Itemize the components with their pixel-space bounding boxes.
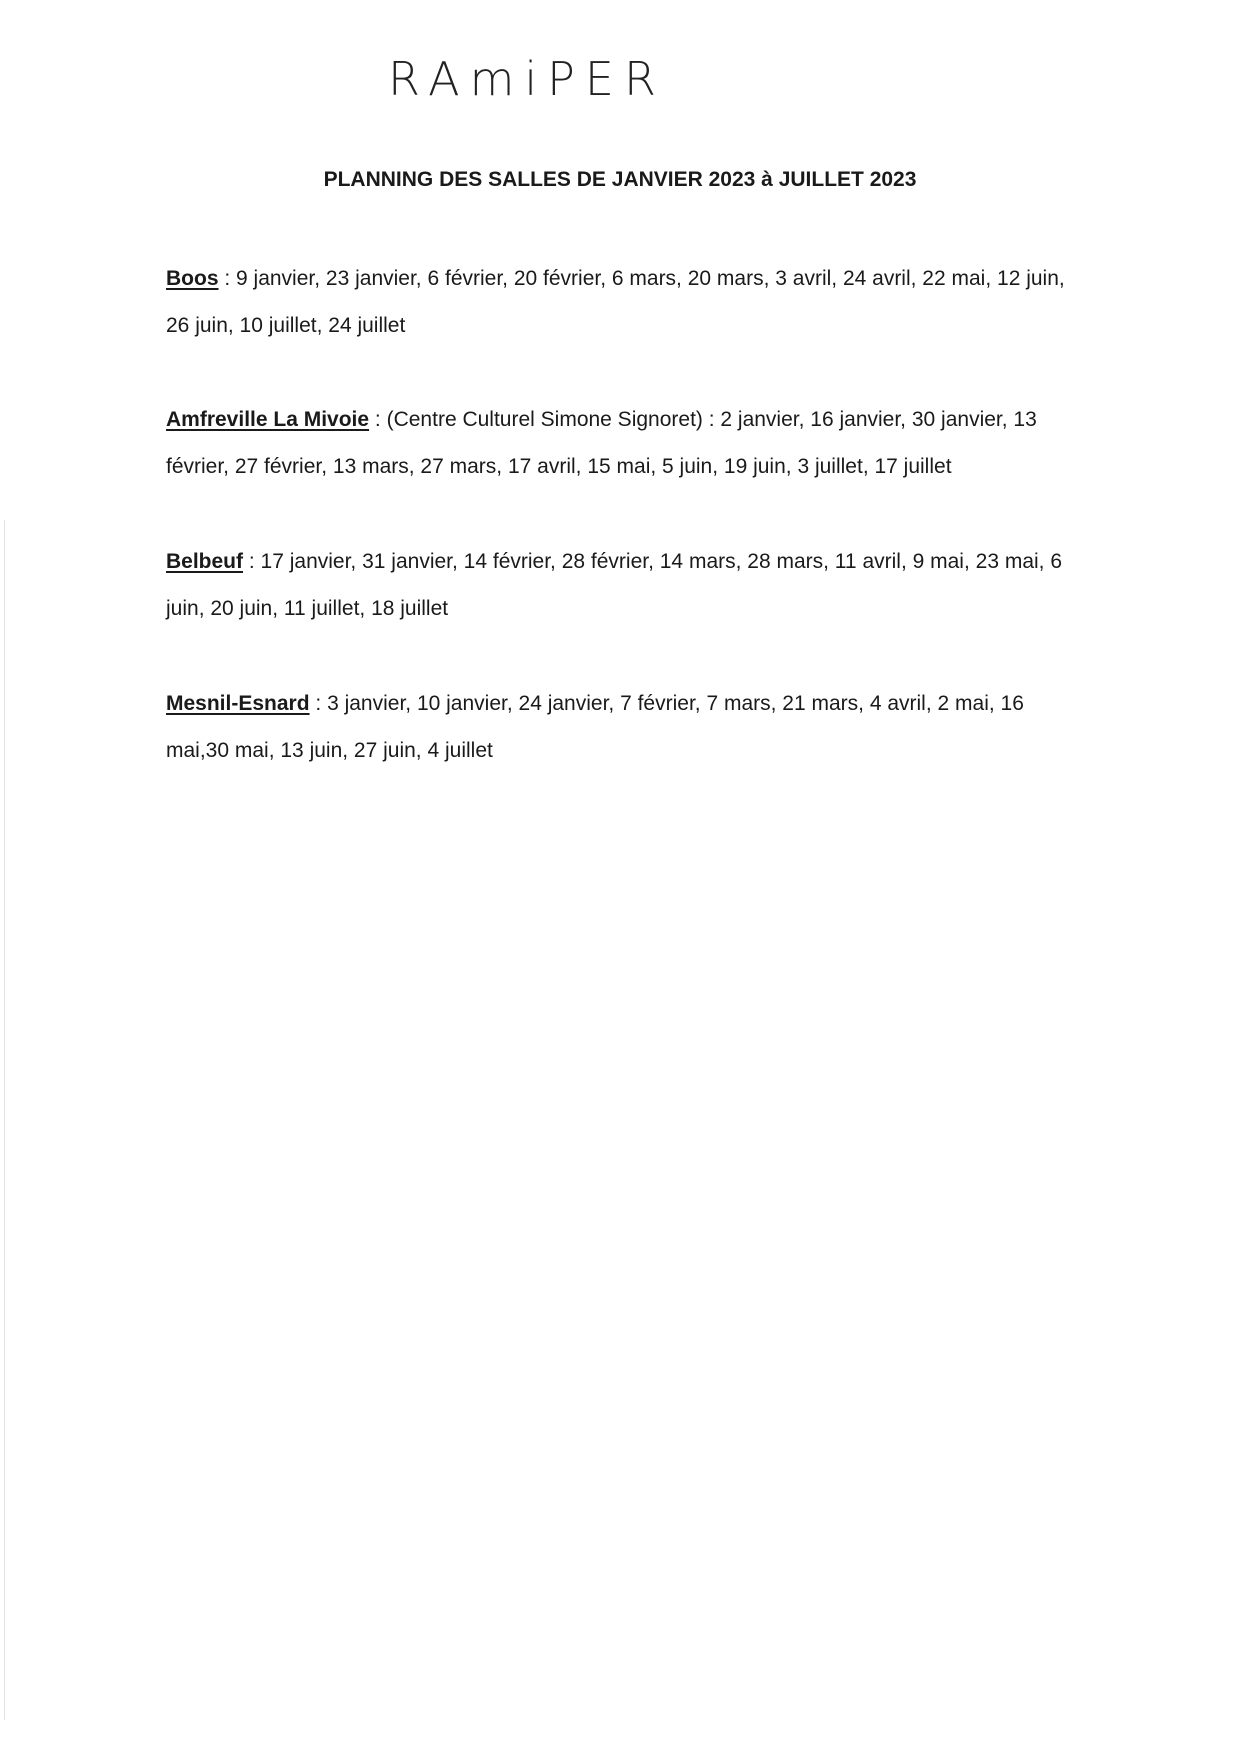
handwritten-note: RAmiPER [388, 52, 666, 106]
venue-dates: 3 janvier, 10 janvier, 24 janvier, 7 février, 7 mars, 21 mars, 4 avril, 2 mai, 16 mai,30 mai, 13 juin, 27 juin, 4 juillet [166, 692, 1024, 762]
scan-edge-line [4, 520, 5, 1720]
schedule-entry-mesnil-esnard [166, 680, 1086, 774]
venue-separator: : [243, 550, 261, 573]
venue-separator: : [369, 408, 387, 431]
venue-name: Boos [166, 267, 219, 290]
venue-name: Amfreville La Mivoie [166, 408, 370, 431]
document-title: PLANNING DES SALLES DE JANVIER 2023 à JUILLET 2023 [323, 168, 917, 191]
venue-name: Belbeuf [166, 550, 244, 573]
schedule-entry-belbeuf [166, 538, 1086, 632]
venue-name: Mesnil-Esnard [166, 692, 310, 715]
venue-dates: 9 janvier, 23 janvier, 6 février, 20 février, 6 mars, 20 mars, 3 avril, 24 avril, 22 mai, 12 juin, 26 juin, 10 juillet, 24 juillet [166, 267, 1065, 337]
venue-separator: : [218, 267, 237, 290]
venue-dates: 17 janvier, 31 janvier, 14 février, 28 février, 14 mars, 28 mars, 11 avril, 9 mai, 23 mai, 6 juin, 20 juin, 11 juillet, 18 juillet [166, 550, 1063, 620]
schedule-entry-boos [166, 255, 1086, 349]
venue-separator: : [309, 692, 328, 715]
schedule-entry-amfreville [166, 396, 1086, 490]
venue-dates: (Centre Culturel Simone Signoret) : 2 janvier, 16 janvier, 30 janvier, 13 février, 27 février, 13 mars, 27 mars, 17 avril, 15 mai, 5 juin, 19 juin, 3 juillet, 17 juillet [166, 408, 1037, 478]
